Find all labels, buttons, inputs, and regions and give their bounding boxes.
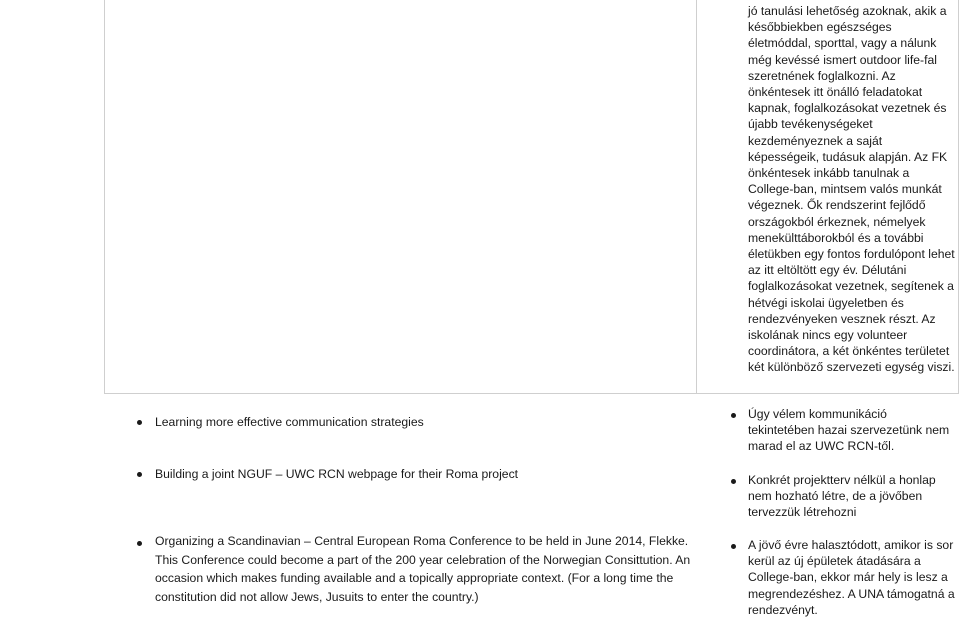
- left-bullet-3: Organizing a Scandinavian – Central European Roma Conference to be held in June 2014, Flekke. This Conference could become a part of the 200 year celebration of the Norwegian Consittution. An occasion which makes funding available and a topically appropriate context. (For a long time the constitution did not allow Jews, Jusuits to enter the country.): [155, 534, 691, 604]
- bullet-dot: [137, 472, 142, 477]
- right-column-paragraph: jó tanulási lehetőség azoknak, akik a későbbiekben egészséges életmóddal, sporttal, vagy a nálunk még kevéssé ismert outdoor life-fal szeretnének foglalkozni. Az önkéntesek itt önálló feladatokat kapnak, foglalkozásokat vezetnek és újabb tevékenységeket kezdeményeznek a saját képességeik, tudásuk alapján. Az FK önkéntesek inkább tanulnak a College-ban, mintsem valós munkát végeznek. Ők rendszerint fejlődő országokból érkeznek, némelyek menekülttáborokból és a további életükben egy fontos fordulópont lehet az itt eltöltött egy év. Délutáni foglalkozásokat vezetnek, segítenek a hétvégi iskolai ügyeletben és rendezvényeken vesznek részt. Az iskolának nincs egy volunteer coordinátora, a két önkéntes területet két különböző szervezeti egység viszi.: [748, 4, 955, 375]
- table-row-divider: [104, 393, 959, 394]
- table-border-left: [104, 0, 105, 393]
- bullet-dot: [137, 420, 142, 425]
- left-bullet-1: Learning more effective communication strategies: [155, 415, 424, 429]
- right-bullet-3: A jövő évre halasztódott, amikor is sor kerül az új épületek átadására a College-ban, ekkor már hely is lesz a megrendezéshez. A UNA támogatná a rendezvényt.: [748, 538, 955, 617]
- bullet-dot: [731, 413, 736, 418]
- right-bullet-1: Úgy vélem kommunikáció tekintetében hazai szervezetünk nem marad el az UWC RCN-től.: [748, 407, 950, 454]
- left-bullet-2: Building a joint NGUF – UWC RCN webpage for their Roma project: [155, 467, 519, 481]
- table-border-middle: [696, 0, 697, 393]
- right-bullet-2: Konkrét projektterv nélkül a honlap nem hozható létre, de a jövőben tervezzük létrehozni: [748, 473, 936, 520]
- bullet-dot: [137, 541, 142, 546]
- bullet-dot: [731, 479, 736, 484]
- bullet-dot: [731, 544, 736, 549]
